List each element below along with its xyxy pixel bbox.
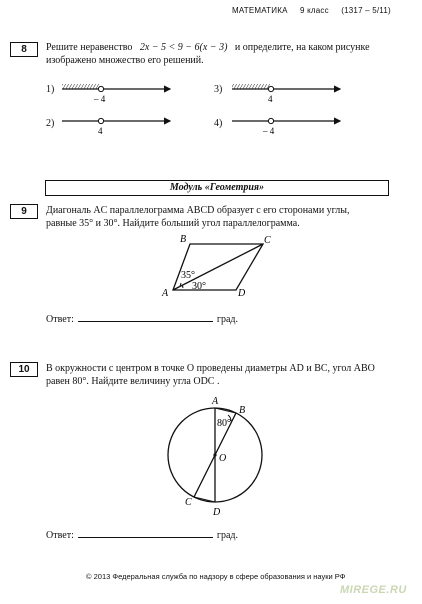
vertex-d: D — [238, 288, 246, 299]
point-o: O — [219, 453, 227, 464]
number-line-1 — [62, 84, 170, 92]
point-b: B — [239, 405, 246, 416]
task-9-text: Диагональ AC параллелограмма ABCD образует с его сторонами углы, равные 35° и 30°. Найдите больший угол параллелограмма. — [46, 205, 350, 229]
vertex-a: A — [162, 288, 169, 299]
task-8-number: 8 — [10, 42, 38, 57]
copyright-footer: © 2013 Федеральная служба по надзору в сфере образования и науки РФ — [86, 572, 346, 581]
task-9-number: 9 — [10, 204, 38, 219]
option-4-point: – 4 — [263, 126, 275, 136]
option-4-label[interactable]: 4) — [214, 118, 223, 129]
point-a: A — [212, 396, 219, 407]
number-lines — [0, 0, 422, 160]
number-line-4 — [232, 118, 340, 123]
option-3-point: 4 — [268, 94, 273, 104]
angle-80-label: 80° — [217, 418, 231, 429]
task-9-answer-field[interactable] — [78, 312, 213, 322]
angle-30-label: 30° — [192, 281, 206, 292]
option-1-point: – 4 — [94, 94, 106, 104]
task-8-text: Решите неравенство 2x − 5 < 9 − 6(x − 3) и определите, на каком рисунке изображено множество его решений. — [46, 42, 370, 66]
vertex-b: B — [180, 234, 187, 245]
number-line-3 — [232, 84, 340, 92]
module-title: Модуль «Геометрия» — [45, 180, 389, 196]
task-8-inequality: 2x − 5 < 9 − 6(x − 3) — [139, 42, 228, 53]
task-10-text: В окружности с центром в точке O проведены диаметры AD и BC, угол ABO равен 80°. Найдите величину угла ODC . — [46, 363, 375, 387]
option-2-point: 4 — [98, 126, 103, 136]
angle-35-label: 35° — [181, 270, 195, 281]
task-10-answer-field[interactable] — [78, 528, 213, 538]
option-3-label[interactable]: 3) — [214, 84, 223, 95]
task-9-answer: Ответ: град. — [46, 314, 238, 325]
center-point — [213, 453, 216, 456]
watermark: MIREGE.RU — [340, 584, 407, 596]
parallelogram-figure — [150, 232, 280, 302]
point-c: C — [185, 497, 192, 508]
vertex-c: C — [264, 235, 271, 246]
task-10-answer: Ответ: град. — [46, 530, 238, 541]
task-10-number: 10 — [10, 362, 38, 377]
number-line-2 — [62, 118, 170, 123]
header-grade: 9 класс — [300, 6, 329, 15]
circle-figure — [160, 392, 270, 518]
option-1-label[interactable]: 1) — [46, 84, 55, 95]
header-code: (1317 – 5/11) — [341, 6, 391, 15]
point-d: D — [213, 507, 221, 518]
header-subject: МАТЕМАТИКА — [232, 6, 288, 15]
option-2-label[interactable]: 2) — [46, 118, 55, 129]
